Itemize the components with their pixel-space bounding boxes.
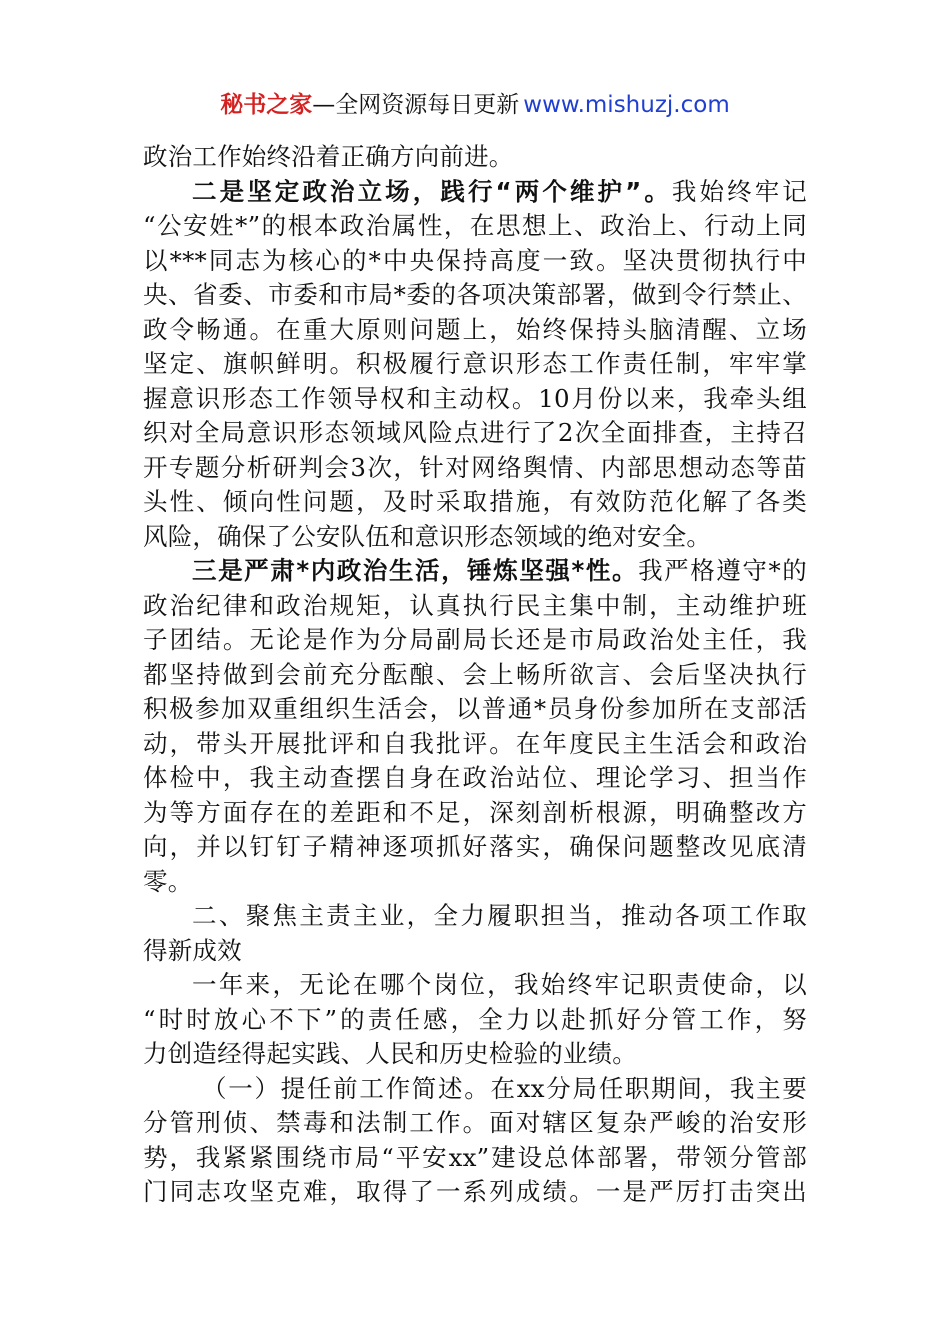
text-line: 织对全局意识形态领域风险点进行了2次全面排查，主持召 xyxy=(143,418,807,447)
text-line: 政令畅通。在重大原则问题上，始终保持头脑清醒、立场 xyxy=(143,314,807,344)
text-line: 门同志攻坚克难，取得了一系列成绩。一是严厉打击突出 xyxy=(143,1177,807,1206)
text-line: 坚定、旗帜鲜明。积极履行意识形态工作责任制，牢牢掌 xyxy=(143,349,807,378)
text-line: 政治纪律和政治规矩，认真执行民主集中制，主动维护班 xyxy=(143,590,807,620)
text-line: “时时放心不下”的责任感，全力以赴抓好分管工作，努 xyxy=(143,1004,807,1034)
text-line: 子团结。无论是作为分局副局长还是市局政治处主任，我 xyxy=(143,625,807,654)
text-line: 力创造经得起实践、人民和历史检验的业绩。 xyxy=(143,1039,637,1068)
text-line: 得新成效 xyxy=(143,935,242,965)
text-line: 政治工作始终沿着正确方向前进。 xyxy=(143,142,514,171)
text-line: 向，并以钉钉子精神逐项抓好落实，确保问题整改见底清 xyxy=(143,832,807,861)
text-line: 体检中，我主动查摆自身在政治站位、理论学习、担当作 xyxy=(143,763,807,792)
document-body xyxy=(143,140,807,1210)
text-line xyxy=(143,175,807,210)
text-fragment: 我始终牢记 xyxy=(671,176,808,206)
text-line: 动，带头开展批评和自我批评。在年度民主生活会和政治 xyxy=(143,728,807,758)
text-line: 开专题分析研判会3次，针对网络舆情、内部思想动态等苗 xyxy=(143,452,807,482)
subsection-line: （一）提任前工作简述。在xx分局任职期间，我主要 xyxy=(202,1073,807,1103)
text-line: 央、省委、市委和市局*委的各项决策部署，做到令行禁止、 xyxy=(143,280,807,309)
text-line: 握意识形态工作领导权和主动权。10月份以来，我牵头组 xyxy=(143,383,807,413)
text-line: 积极参加双重组织生活会，以普通*员身份参加所在支部活 xyxy=(143,694,807,723)
text-line: “公安姓*”的根本政治属性，在思想上、政治上、行动上同 xyxy=(143,211,807,240)
text-line: 为等方面存在的差距和不足，深刻剖析根源，明确整改方 xyxy=(143,797,807,827)
text-line: 风险，确保了公安队伍和意识形态领域的绝对安全。 xyxy=(143,521,712,551)
site-brand: 秘书之家 xyxy=(220,92,313,118)
text-line: 一年来，无论在哪个岗位，我始终牢记职责使命，以 xyxy=(192,970,807,999)
chapter-heading: 二、聚焦主责主业，全力履职担当，推动各项工作取 xyxy=(192,901,807,930)
site-header xyxy=(0,90,950,120)
text-line xyxy=(143,554,807,589)
text-line: 头性、倾向性问题，及时采取措施，有效防范化解了各类 xyxy=(143,487,807,516)
text-line: 零。 xyxy=(143,866,193,896)
text-line: 都坚持做到会前充分酝酿、会上畅所欲言、会后坚决执行 xyxy=(143,659,807,689)
text-fragment: 我严格遵守*的 xyxy=(638,556,807,585)
site-tagline: —全网资源每日更新 xyxy=(312,92,520,118)
section-heading-2: 二是坚定政治立场，践行“两个维护”。 xyxy=(192,176,672,206)
text-line: 以***同志为核心的*中央保持高度一致。坚决贯彻执行中 xyxy=(143,245,807,275)
text-line: 分管刑侦、禁毒和法制工作。面对辖区复杂严峻的治安形 xyxy=(143,1108,807,1137)
section-heading-3: 三是严肃*内政治生活，锤炼坚强*性。 xyxy=(192,556,639,585)
site-url-link[interactable]: www.mishuzj.com xyxy=(523,92,730,118)
text-line: 势，我紧紧围绕市局“平安xx”建设总体部署，带领分管部 xyxy=(143,1142,807,1172)
